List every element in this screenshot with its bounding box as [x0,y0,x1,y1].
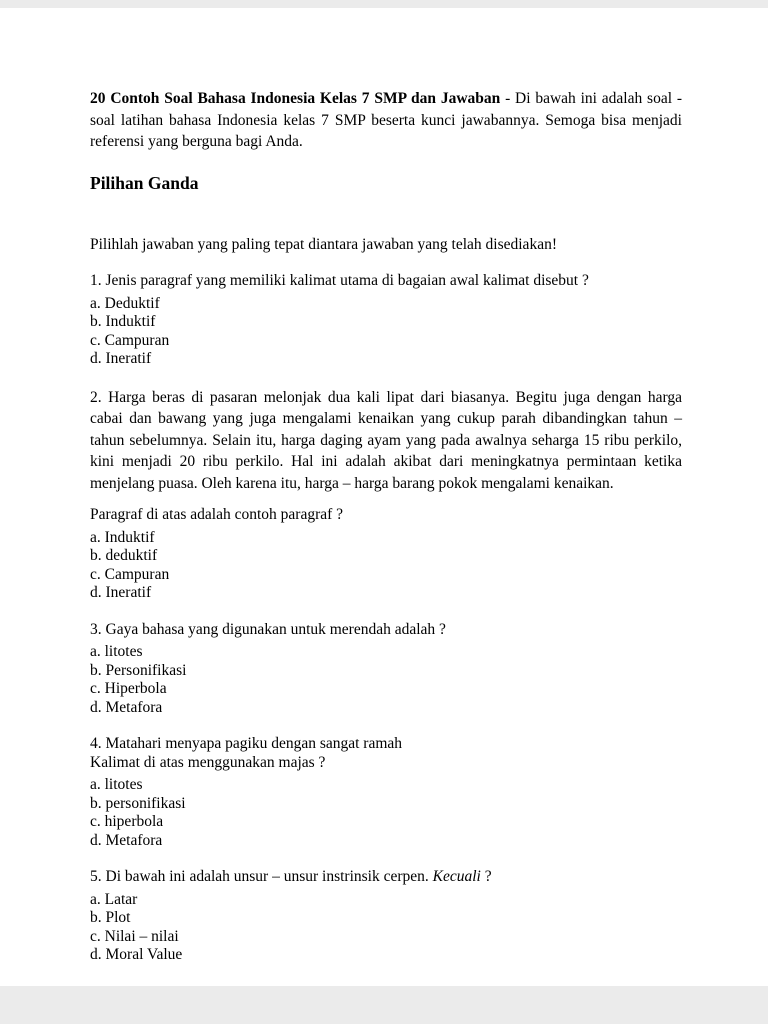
instruction-line: Pilihlah jawaban yang paling tepat diantara jawaban yang telah disediakan! [90,235,557,253]
spacer [90,494,682,506]
question-2-text: Paragraf di atas adalah contoh paragraf ? [90,506,344,523]
question-2-option-a: a. Induktif [90,528,155,546]
intro-description: - Di bawah ini adalah soal - soal latihan bahasa Indonesia kelas 7 SMP beserta kunci jawabannya. Semoga bisa menjadi referensi yang berguna bagi Anda. [90,90,682,150]
intro-title: 20 Contoh Soal Bahasa Indonesia Kelas 7 SMP dan Jawaban [90,90,501,107]
question-5-option-d: d. Moral Value [90,946,183,963]
question-4-text: 4. Matahari menyapa pagiku dengan sangat ramah [90,735,403,752]
question-5-text [90,868,682,887]
question-5-option-a: a. Latar [90,890,138,908]
question-5-option-c: c. Nilai – nilai [90,927,179,945]
question-3-option-c: c. Hiperbola [90,680,167,697]
question-2-option-c: c. Campuran [90,565,170,583]
question-3-text: 3. Gaya bahasa yang digunakan untuk merendah adalah ? [90,620,446,638]
question-2-passage: 2. Harga beras di pasaran melonjak dua kali lipat dari biasanya. Begitu juga dengan harga cabai dan bawang yang juga mengalami kenaikan yang cukup parah dibandingkan tahun – tahun sebelumnya. Selain itu, harga daging ayam yang pada awalnya seharga 15 ribu perkilo, kini menjadi 20 ribu perkilo. Hal ini adalah akibat dari meningkatnya permintaan ketika menjelang puasa. Oleh karena itu, harga – harga barang pokok mengalami kenaikan. [90,388,682,492]
question-4-option-d: d. Metafora [90,831,163,849]
question-1-option-b: b. Induktif [90,313,156,330]
question-4-option-c: c. hiperbola [90,813,164,830]
question-3-option-d: d. Metafora [90,698,163,716]
question-5-option-b: b. Plot [90,909,131,926]
question-text-italic: Kecuali [432,868,481,885]
question-4-option-a: a. litotes [90,776,143,793]
document-page [0,8,768,986]
question-1-option-a: a. Deduktif [90,294,160,312]
question-4 [90,735,682,850]
question-2-option-b: b. deduktif [90,547,158,564]
question-3-option-a: a. litotes [90,643,143,660]
question-5 [90,868,682,965]
question-2-option-d: d. Ineratif [90,584,152,601]
question-4-text: Kalimat di atas menggunakan majas ? [90,753,326,771]
question-3 [90,621,682,718]
section-heading: Pilihan Ganda [90,172,199,193]
questions-list [90,272,682,965]
question-2 [90,387,682,603]
question-4-option-b: b. personifikasi [90,794,186,812]
question-text-prefix: 5. Di bawah ini adalah unsur – unsur instrinsik cerpen. [90,868,433,885]
question-3-option-b: b. Personifikasi [90,661,187,679]
question-1-option-c: c. Campuran [90,331,170,349]
question-1 [90,272,682,369]
intro-paragraph [90,88,682,153]
question-text-suffix: ? [480,868,492,885]
question-1-text: 1. Jenis paragraf yang memiliki kalimat utama di bagaian awal kalimat disebut ? [90,272,589,289]
question-1-option-d: d. Ineratif [90,350,152,367]
